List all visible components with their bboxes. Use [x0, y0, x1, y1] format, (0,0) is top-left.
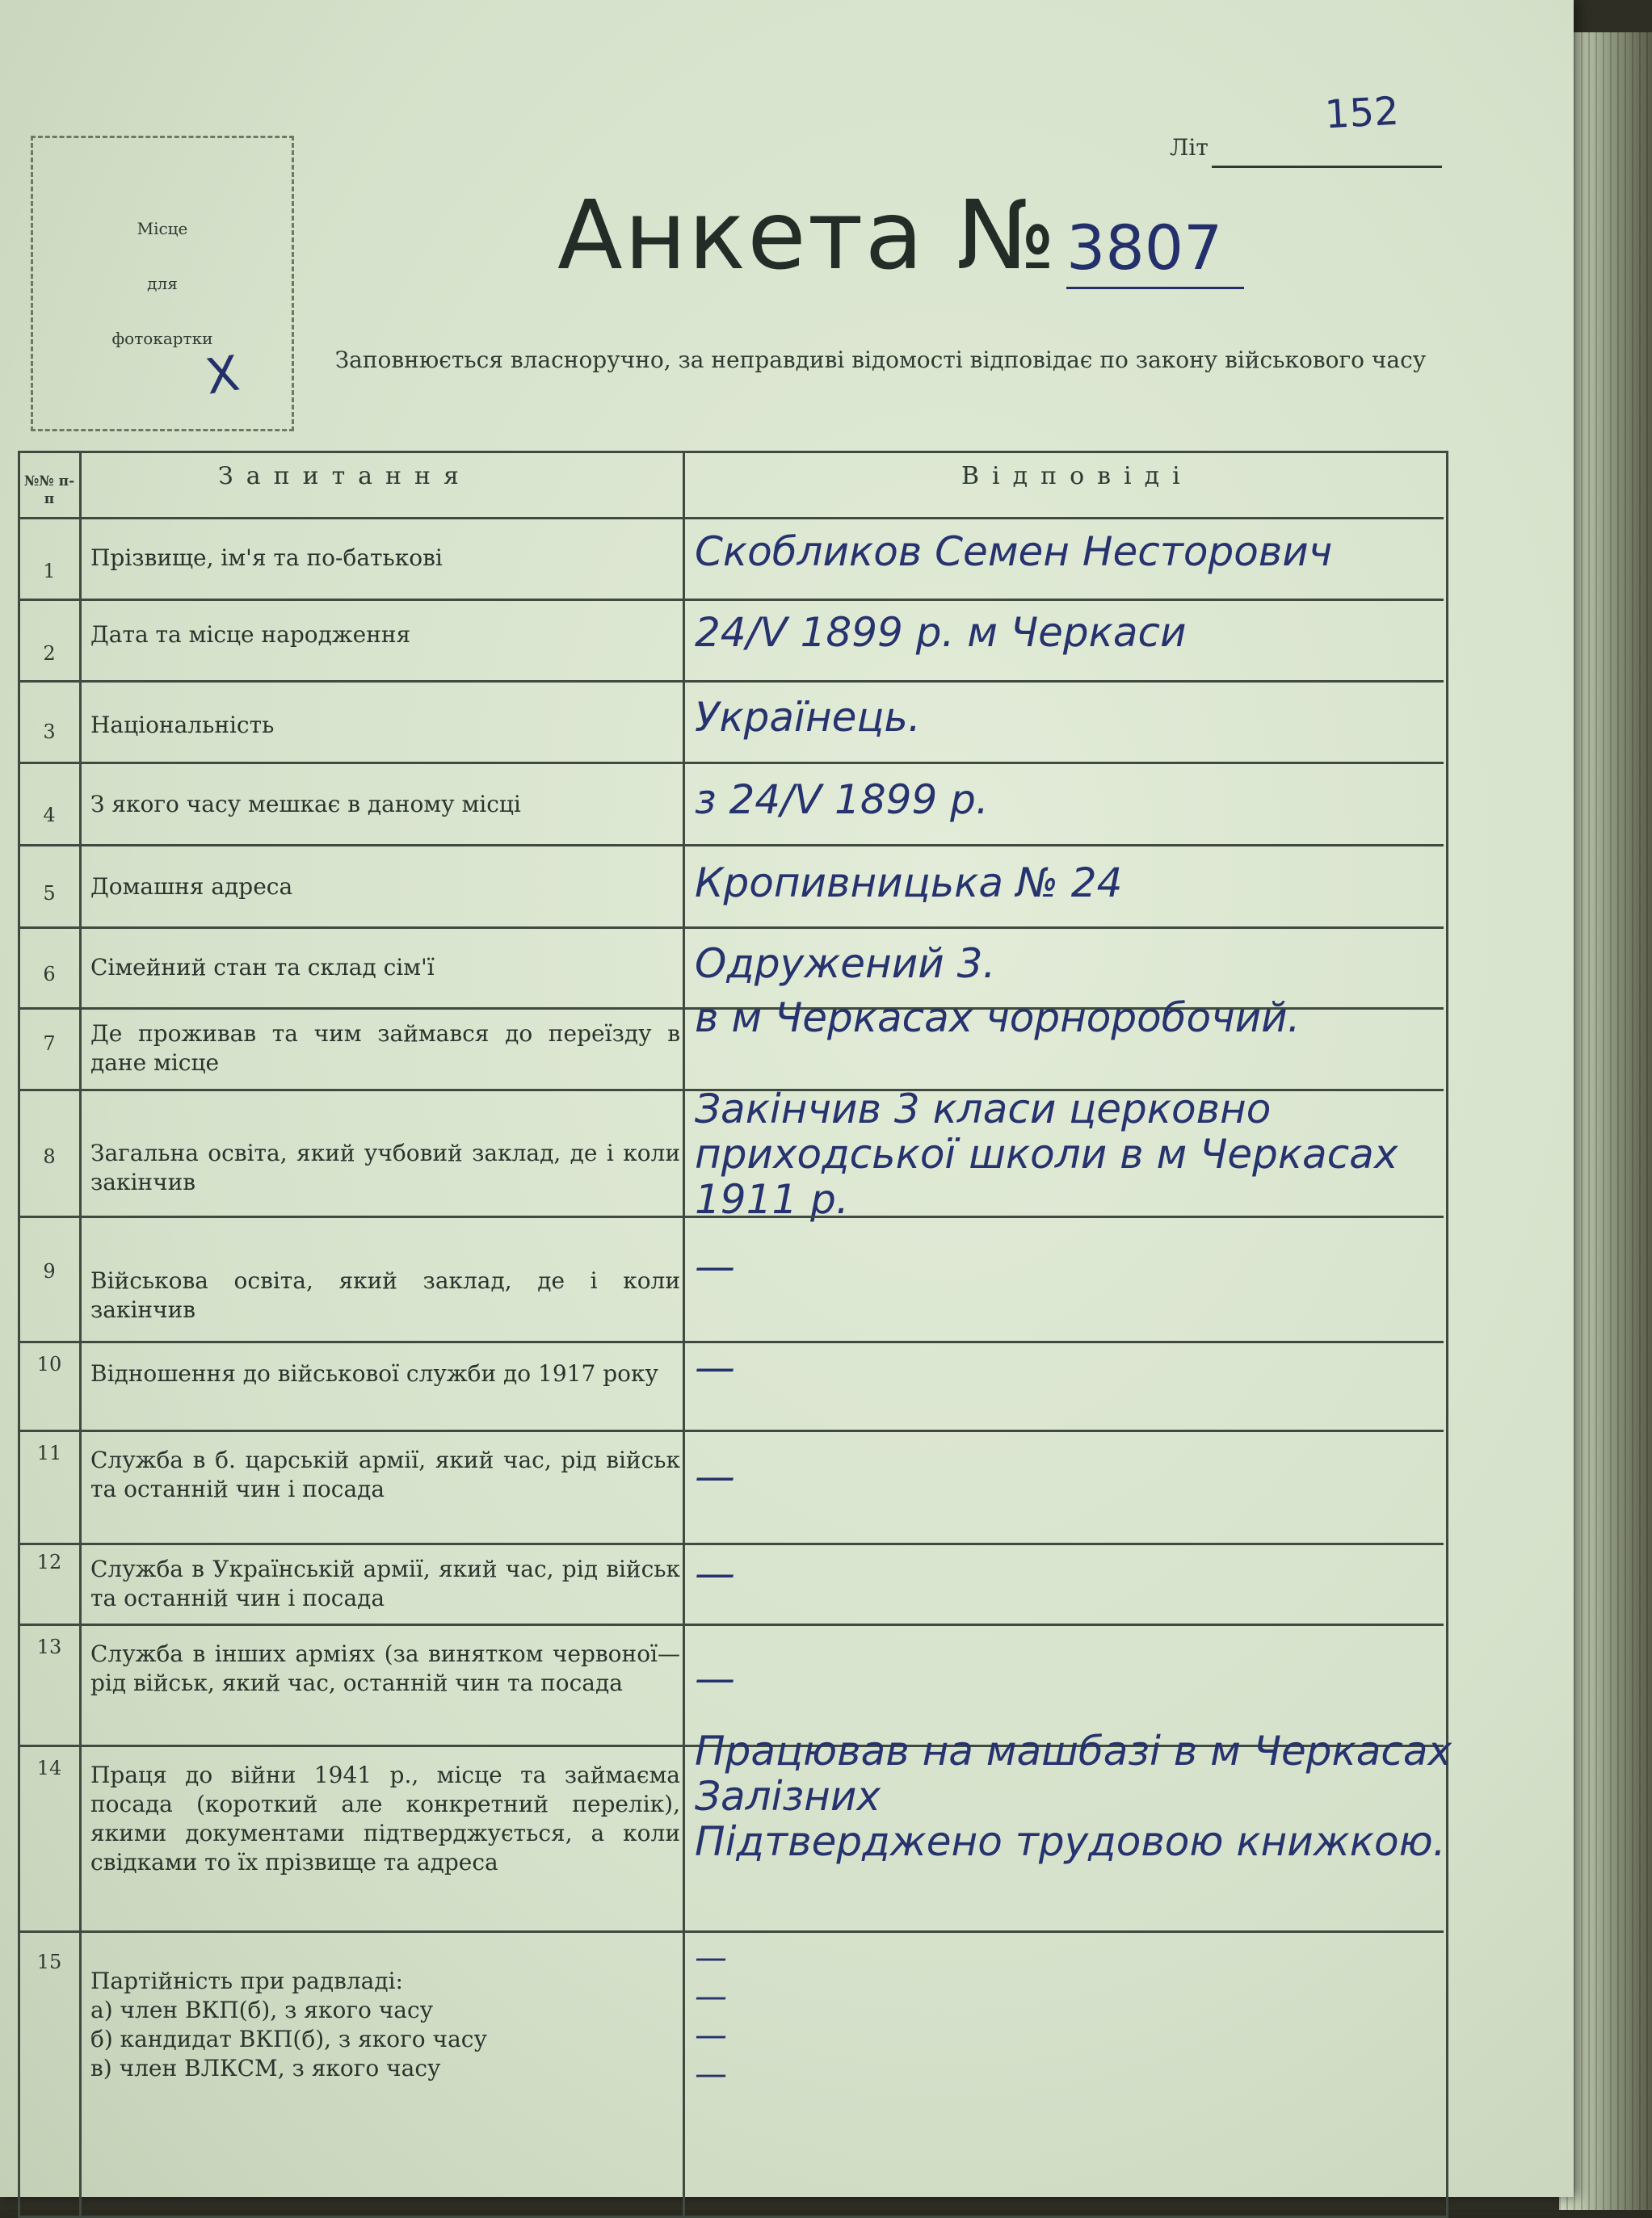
lit-underline — [1212, 166, 1442, 168]
question-text: Національність — [90, 712, 275, 738]
answer-text: — — [695, 1550, 735, 1597]
question-text: Сімейний стан та склад сім'ї — [90, 954, 435, 981]
question-text: Служба в б. царській армії, який час, рід військ та останній чин і посада — [90, 1447, 680, 1502]
row-number: 5 — [43, 882, 56, 905]
answer-text: з 24/V 1899 р. — [695, 776, 989, 823]
row-number: 10 — [36, 1353, 62, 1376]
row-number: 1 — [43, 560, 56, 582]
answer-column-header: Відповіді — [961, 462, 1193, 490]
row-number: 4 — [43, 804, 56, 826]
question-text: Домашня адреса — [90, 873, 293, 900]
question-text: Служба в Українській армії, який час, рід військ та останній чин і посада — [90, 1556, 680, 1611]
answer-text: — — [695, 1243, 735, 1290]
row-divider — [18, 1930, 1444, 1933]
row-number: 12 — [36, 1551, 62, 1573]
row-divider — [18, 1430, 1444, 1432]
answer-text: в м Черкасах чорноробочий. — [695, 994, 1301, 1041]
row-divider — [18, 1216, 1444, 1218]
row-number: 7 — [43, 1032, 56, 1055]
row-number: 11 — [36, 1442, 62, 1464]
question-text: Прізвище, ім'я та по-батькові — [90, 544, 443, 571]
row-number: 15 — [36, 1951, 62, 1973]
question-text: Праця до війни 1941 р., місце та займаєма посада (короткий але конкретний перелік), якими документами підтверджується, а коли свідками то їх прізвище та адреса — [90, 1762, 680, 1876]
row-divider — [18, 844, 1444, 846]
question-text: Дата та місце народження — [90, 621, 411, 648]
answer-text: — — [695, 1655, 735, 1702]
number-column-divider — [79, 453, 82, 2216]
row-number: 14 — [36, 1757, 62, 1779]
row-divider — [18, 1624, 1444, 1626]
answer-text: — — [695, 1453, 735, 1500]
question-text: Служба в інших арміях (за винятком червоної—рід військ, який час, останній чин та посада — [90, 1640, 680, 1696]
answer-text: Закінчив 3 класи церковно приходської школи в м Черкасах 1911 р. — [695, 1086, 1398, 1223]
row-divider — [18, 926, 1444, 929]
number-column-header: №№ п-п — [23, 473, 75, 507]
answer-text: Одружений 3. — [695, 940, 996, 987]
answer-text: Кропивницька № 24 — [695, 859, 1123, 906]
answer-text: 24/V 1899 р. м Черкаси — [695, 609, 1187, 656]
question-column-header: Запитання — [218, 462, 472, 490]
question-text: Де проживав та чим займався до переїзду в дане місце — [90, 1020, 680, 1076]
row-divider — [18, 1543, 1444, 1545]
form-title: Анкета № — [557, 179, 1058, 291]
answer-text: Українець. — [695, 694, 921, 741]
row-divider — [18, 599, 1444, 601]
row-number: 6 — [43, 963, 56, 985]
photo-label-line-2: для — [147, 274, 178, 293]
row-divider — [18, 762, 1444, 764]
answer-text: Скобликов Семен Несторович — [695, 528, 1333, 575]
answer-column-divider — [683, 453, 685, 2216]
row-number: 3 — [43, 720, 56, 743]
photo-placeholder — [31, 136, 294, 431]
form-number: 3807 — [1066, 212, 1223, 284]
answer-text: — — — — — [695, 1939, 727, 2093]
question-text: Відношення до військової служби до 1917 року — [90, 1360, 658, 1387]
question-text: Партійність при радвладі: а) член ВКП(б), з якого часу б) кандидат ВКП(б), з якого часу в) член ВЛКСМ, з якого часу — [90, 1968, 487, 2081]
photo-label-line-1: Місце — [137, 219, 188, 238]
lit-number: 152 — [1323, 88, 1401, 138]
question-text: Загальна освіта, який учбовий заклад, де і коли закінчив — [90, 1140, 680, 1195]
question-text: З якого часу мешкає в даному місці — [90, 791, 521, 817]
header-divider — [18, 517, 1444, 519]
answer-text: Працював на машбазі в м Черкасах Залізних Підтверджено трудовою книжкою. — [695, 1728, 1452, 1865]
question-text: Військова освіта, який заклад, де і коли закінчив — [90, 1267, 680, 1323]
form-number-underline — [1066, 287, 1244, 289]
row-number: 13 — [36, 1636, 62, 1658]
answer-text: — — [695, 1344, 735, 1391]
photo-mark: Х — [202, 345, 243, 406]
row-number: 2 — [43, 642, 56, 665]
row-divider — [18, 1341, 1444, 1343]
form-instructions: Заповнюється власноручно, за неправдиві відомості відповідає по закону військового часу — [334, 347, 1427, 373]
photo-label-line-3: фотокартки — [111, 329, 213, 348]
row-number: 8 — [43, 1145, 56, 1168]
row-number: 9 — [43, 1260, 56, 1283]
row-divider — [18, 680, 1444, 683]
lit-label: Літ — [1170, 134, 1209, 161]
